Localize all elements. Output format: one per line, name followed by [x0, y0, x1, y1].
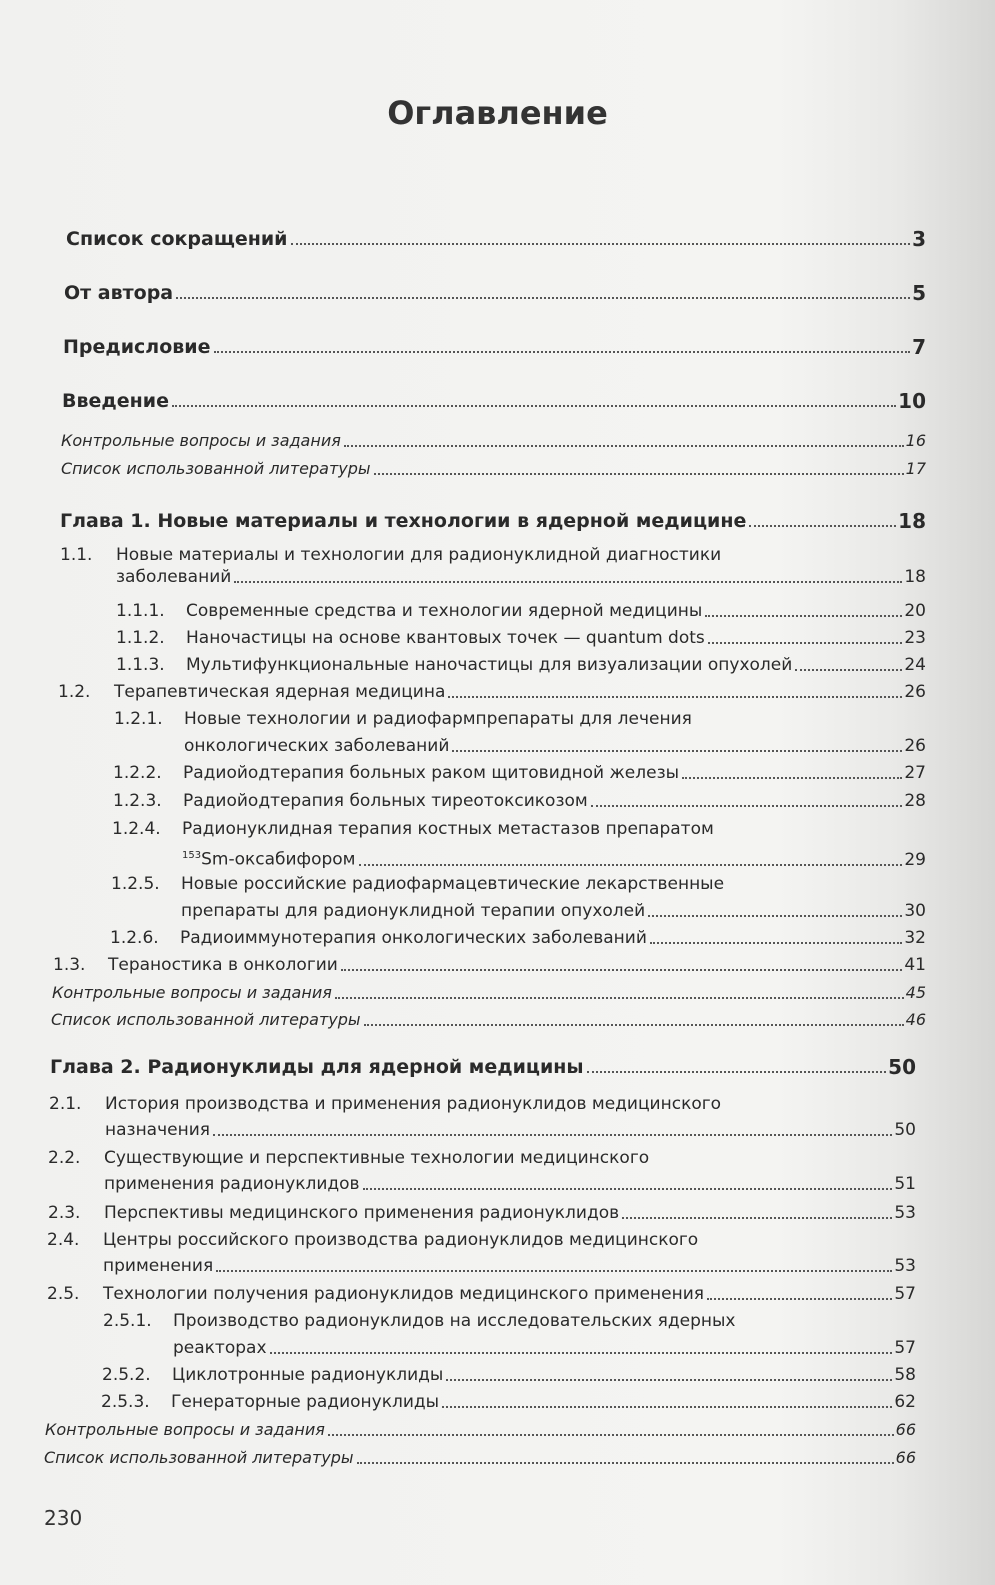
- entry-title: Список использованной литературы: [51, 1010, 361, 1029]
- toc-entry-section-1-2-1[interactable]: [184, 735, 926, 757]
- isotope-mass-number: 153: [182, 850, 202, 861]
- entry-page: 50: [888, 1055, 916, 1079]
- entry-page: 18: [898, 509, 926, 533]
- entry-page: 57: [894, 1338, 916, 1358]
- section-title-line2: заболеваний: [116, 567, 232, 587]
- toc-entry-introduction[interactable]: [62, 390, 926, 412]
- toc-entry-section-2-5-3[interactable]: [171, 1391, 916, 1413]
- section-title-line1: Центры российского производства радионуклидов медицинского: [103, 1230, 699, 1250]
- section-title-line2: препараты для радионуклидной терапии опухолей: [181, 901, 646, 921]
- entry-title: Список использованной литературы: [44, 1448, 354, 1467]
- dot-leader: [359, 864, 903, 866]
- dot-leader: [335, 997, 904, 999]
- section-number: 2.5.: [47, 1284, 80, 1304]
- dot-leader: [705, 615, 902, 617]
- toc-entry-section-2-1[interactable]: [105, 1119, 916, 1141]
- dot-leader: [364, 1024, 904, 1026]
- section-title-line1: Новые российские радиофармацевтические лекарственные: [181, 874, 725, 894]
- entry-page: 45: [905, 983, 926, 1002]
- toc-entry-section-2-4[interactable]: [103, 1255, 916, 1277]
- entry-title: Контрольные вопросы и задания: [61, 431, 341, 450]
- section-number: 1.2.2.: [113, 763, 162, 783]
- section-title-line1: Существующие и перспективные технологии медицинского: [104, 1148, 650, 1168]
- entry-title: Контрольные вопросы и задания: [52, 983, 332, 1002]
- section-number: 2.2.: [48, 1148, 81, 1168]
- dot-leader: [213, 1134, 892, 1136]
- toc-entry-ch1-literature[interactable]: [51, 1009, 926, 1031]
- toc-entry-ch2-literature[interactable]: [44, 1447, 916, 1469]
- dot-leader: [234, 581, 902, 583]
- entry-page: 26: [904, 736, 926, 756]
- entry-page: 66: [895, 1448, 916, 1467]
- entry-page: 46: [905, 1010, 926, 1029]
- toc-entry-section-2-2[interactable]: [104, 1173, 916, 1195]
- section-title-line1: Новые материалы и технологии для радионуклидной диагностики: [116, 545, 722, 565]
- section-number: 2.1.: [49, 1094, 82, 1114]
- toc-entry-preface[interactable]: [63, 336, 926, 358]
- section-title-line2: назначения: [105, 1120, 210, 1140]
- entry-page: 27: [904, 763, 926, 783]
- dot-leader: [452, 750, 902, 752]
- dot-leader: [708, 642, 903, 644]
- section-title-line2: применения радионуклидов: [104, 1174, 360, 1194]
- toc-entry-chapter-1[interactable]: [60, 510, 926, 532]
- section-title-line1: Новые технологии и радиофармпрепараты для лечения: [184, 709, 692, 729]
- section-number: 1.1.1.: [116, 601, 165, 621]
- entry-title: Радиоиммунотерапия онкологических заболеваний: [180, 928, 647, 948]
- entry-title: Тераностика в онкологии: [108, 955, 338, 975]
- section-title-line2: реакторах: [173, 1338, 267, 1358]
- dot-leader: [707, 1298, 892, 1300]
- entry-page: 23: [904, 628, 926, 648]
- toc-entry-section-1-2-5[interactable]: [181, 900, 926, 922]
- entry-page: 18: [904, 567, 926, 587]
- entry-page: 20: [904, 601, 926, 621]
- dot-leader: [341, 969, 903, 971]
- entry-page: 28: [904, 791, 926, 811]
- entry-title: Современные средства и технологии ядерной медицины: [186, 601, 703, 621]
- dot-leader: [442, 1406, 892, 1408]
- entry-title: Радиойодтерапия больных раком щитовидной железы: [183, 763, 680, 783]
- section-title-line2: применения: [103, 1256, 214, 1276]
- entry-page: 62: [894, 1392, 916, 1412]
- section-number: 1.1.3.: [116, 655, 165, 675]
- toc-entry-section-1-1-2[interactable]: [186, 627, 926, 649]
- entry-page: 50: [894, 1120, 916, 1140]
- section-number: 2.4.: [47, 1230, 80, 1250]
- section-number: 1.2.4.: [112, 819, 161, 839]
- dot-leader: [328, 1434, 894, 1436]
- dot-leader: [291, 243, 911, 245]
- entry-title: Наночастицы на основе квантовых точек — quantum dots: [186, 628, 705, 648]
- dot-leader: [682, 777, 902, 779]
- dot-leader: [448, 696, 902, 698]
- dot-leader: [270, 1352, 893, 1354]
- dot-leader: [172, 405, 896, 407]
- section-number: 2.5.2.: [102, 1365, 151, 1385]
- entry-title: Перспективы медицинского применения радионуклидов: [104, 1203, 620, 1223]
- entry-page: 57: [894, 1284, 916, 1304]
- toc-entry-section-1-2-3[interactable]: [183, 790, 926, 812]
- entry-title: Введение: [62, 390, 169, 412]
- dot-leader: [446, 1379, 892, 1381]
- entry-title: Глава 1. Новые материалы и технологии в ядерной медицине: [60, 510, 747, 532]
- toc-entry-section-2-5-2[interactable]: [172, 1364, 916, 1386]
- entry-page: 24: [904, 655, 926, 675]
- toc-entry-abbreviations[interactable]: [66, 228, 926, 250]
- entry-title: Контрольные вопросы и задания: [45, 1420, 325, 1439]
- toc-entry-chapter-2[interactable]: [50, 1056, 916, 1078]
- toc-entry-section-2-3[interactable]: [104, 1202, 916, 1224]
- toc-entry-section-2-5-1[interactable]: [173, 1337, 916, 1359]
- dot-leader: [363, 1188, 893, 1190]
- section-number: 1.2.1.: [114, 709, 163, 729]
- section-title-line1: Радионуклидная терапия костных метастазов препаратом: [182, 819, 714, 839]
- entry-title: Терапевтическая ядерная медицина: [114, 682, 446, 702]
- section-number: 1.2.3.: [113, 791, 162, 811]
- entry-title: Генераторные радионуклиды: [171, 1392, 440, 1412]
- page-title: Оглавление: [387, 94, 608, 132]
- toc-entry-from-author[interactable]: [64, 282, 926, 304]
- entry-page: 16: [905, 431, 926, 450]
- section-number: 2.3.: [48, 1203, 81, 1223]
- page-number: 230: [44, 1506, 83, 1530]
- entry-page: 7: [912, 335, 926, 359]
- entry-page: 10: [898, 389, 926, 413]
- dot-leader: [176, 297, 910, 299]
- section-number: 1.2.: [58, 682, 91, 702]
- section-number: 2.5.1.: [103, 1311, 152, 1331]
- section-number: 1.2.6.: [110, 928, 159, 948]
- section-title-line1: Производство радионуклидов на исследовательских ядерных: [173, 1311, 736, 1331]
- entry-page: 17: [905, 459, 926, 478]
- entry-title: Технологии получения радионуклидов медицинского применения: [103, 1284, 704, 1304]
- toc-entry-section-1-3[interactable]: [108, 954, 926, 976]
- entry-page: 41: [904, 955, 926, 975]
- entry-page: 58: [894, 1365, 916, 1385]
- entry-title: Список использованной литературы: [61, 459, 371, 478]
- section-number: 1.1.2.: [116, 628, 165, 648]
- entry-page: 30: [904, 901, 926, 921]
- entry-page: 29: [904, 849, 926, 870]
- entry-page: 26: [904, 682, 926, 702]
- entry-title: От автора: [64, 282, 174, 304]
- section-title-line2: [182, 845, 356, 871]
- dot-leader: [214, 351, 911, 353]
- entry-title: Список сокращений: [66, 228, 288, 250]
- entry-title: Мультифункциональные наночастицы для визуализации опухолей: [186, 655, 793, 675]
- section-number: 1.3.: [53, 955, 86, 975]
- entry-page: 51: [894, 1174, 916, 1194]
- entry-page: 5: [912, 281, 926, 305]
- section-title-line1: История производства и применения радионуклидов медицинского: [105, 1094, 722, 1114]
- toc-entry-section-1-2-6[interactable]: [180, 927, 926, 949]
- dot-leader: [622, 1217, 892, 1219]
- toc-entry-ch2-questions[interactable]: [45, 1419, 916, 1441]
- section-number: 1.1.: [60, 545, 93, 565]
- toc-entry-section-2-5[interactable]: [103, 1283, 916, 1305]
- toc-entry-section-1-1[interactable]: [116, 566, 926, 588]
- toc-entry-section-1-2-2[interactable]: [183, 762, 926, 784]
- toc-entry-intro-literature[interactable]: [61, 458, 926, 480]
- toc-entry-section-1-1-1[interactable]: [186, 600, 926, 622]
- dot-leader: [216, 1270, 892, 1272]
- dot-leader: [357, 1462, 894, 1464]
- toc-entry-intro-questions[interactable]: [61, 430, 926, 452]
- dot-leader: [374, 473, 904, 475]
- section-title-line2: онкологических заболеваний: [184, 736, 450, 756]
- dot-leader: [591, 805, 903, 807]
- entry-page: 3: [912, 227, 926, 251]
- entry-title: Предисловие: [63, 336, 211, 358]
- dot-leader: [648, 915, 902, 917]
- toc-entry-section-1-2-4[interactable]: [182, 845, 926, 871]
- section-number: 1.2.5.: [111, 874, 160, 894]
- toc-entry-section-1-1-3[interactable]: [186, 654, 926, 676]
- dot-leader: [650, 942, 902, 944]
- entry-page: 32: [904, 928, 926, 948]
- isotope-name: Sm-оксабифором: [201, 849, 356, 870]
- dot-leader: [344, 445, 904, 447]
- section-number: 2.5.3.: [101, 1392, 150, 1412]
- dot-leader: [795, 669, 902, 671]
- toc-entry-ch1-questions[interactable]: [52, 982, 926, 1004]
- dot-leader: [749, 525, 896, 527]
- entry-title: Циклотронные радионуклиды: [172, 1365, 444, 1385]
- entry-page: 66: [895, 1420, 916, 1439]
- entry-page: 53: [894, 1256, 916, 1276]
- entry-title: Радиойодтерапия больных тиреотоксикозом: [183, 791, 588, 811]
- entry-page: 53: [894, 1203, 916, 1223]
- toc-entry-section-1-2[interactable]: [114, 681, 926, 703]
- entry-title: Глава 2. Радионуклиды для ядерной медицины: [50, 1056, 584, 1078]
- dot-leader: [587, 1071, 887, 1073]
